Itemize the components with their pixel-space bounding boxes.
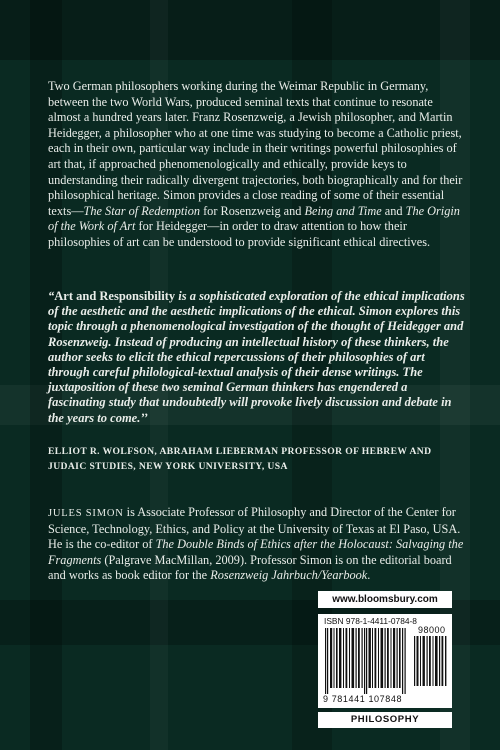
- review-text: is a sophisticated exploration of the ethical implications of the aesthetic and the aesthetic implications of the ethical. Simon explores this topic through a phenomenological investigation of the thought of Heidegger and Rosenzweig. Instead of producing an intellectual history of these thinkers, the author seeks to elicit the ethical repercussions of their philosophies of art through careful philological-textual analysis of their dense writings. The juxtaposition of these two seminal German thinkers has engendered a fascinating study that undoubtedly will provoke lively discussion and debate in the years to come.: [48, 289, 465, 425]
- author-bio: [48, 505, 468, 584]
- book-title-origin-of-work-of-art: The Origin of the Work of Art: [48, 203, 460, 234]
- book-description: [48, 79, 468, 251]
- description-text: for Heidegger—in order to draw attention to how their philosophies of art can be understood to provide significant ethical directives.: [48, 219, 431, 249]
- bio-text: is Associate Professor of Philosophy and Director of the Center for Science, Technology, Ethics, and Policy at the University of Texas at El Paso, USA. He is the co-editor of: [48, 505, 461, 552]
- isbn-number: ISBN 978-1-4411-0784-8: [324, 616, 417, 626]
- review-attribution: ELLIOT R. WOLFSON, ABRAHAM LIEBERMAN PROFESSOR OF HEBREW AND JUDAIC STUDIES, NEW YORK UNIVERSITY, USA: [48, 446, 432, 473]
- coedited-book-title: The Double Binds of Ethics after the Holocaust: Salvaging the Fragments: [48, 537, 464, 567]
- journal-title: Rosenzweig Jahrbuch/Yearbook: [210, 568, 368, 583]
- bio-text: .: [367, 568, 371, 583]
- isbn-barcode: [324, 628, 408, 694]
- description-text: Two German philosophers working during the Weimar Republic in Germany, between the two World Wars, produced seminal texts that continue to resonate almost a hundred years later. Franz Rosenzweig, a Jewish philosopher, and Martin Heidegger, a philosopher who at one time was studying to become a Catholic priest, each in their own, particular way include in their writings powerful philosophies of art that, if approached phenomenologically and ethically, provide keys to understanding their radically divergent trajectories, both biographically and for their philosophical heritage. Simon provides a close reading of some of their essential texts—: [48, 79, 463, 218]
- price-code: 98000: [418, 625, 446, 635]
- description-text: for Rosenzweig and: [200, 203, 305, 218]
- review-quote: [48, 289, 468, 426]
- plaid-band: [0, 0, 500, 60]
- book-title-being-and-time: Being and Time: [304, 203, 382, 218]
- close-quote-mark: ’’: [140, 410, 148, 425]
- publisher-website: www.bloomsbury.com: [318, 591, 452, 608]
- open-quote-mark: “: [48, 289, 55, 303]
- book-title-star-of-redemption: The Star of Redemption: [83, 203, 200, 218]
- review-book-title: Art and Responsibility: [54, 289, 176, 303]
- barcode-label: [318, 614, 452, 708]
- bio-text: (Palgrave MacMillan, 2009). Professor Simon is on the editorial board and works as book editor for the: [48, 552, 452, 583]
- description-text: and: [381, 203, 406, 218]
- subject-category: PHILOSOPHY: [318, 712, 452, 728]
- barcode-digits: 9 781441 107848: [323, 694, 403, 704]
- price-barcode: [414, 636, 448, 686]
- author-name: JULES SIMON: [48, 508, 124, 519]
